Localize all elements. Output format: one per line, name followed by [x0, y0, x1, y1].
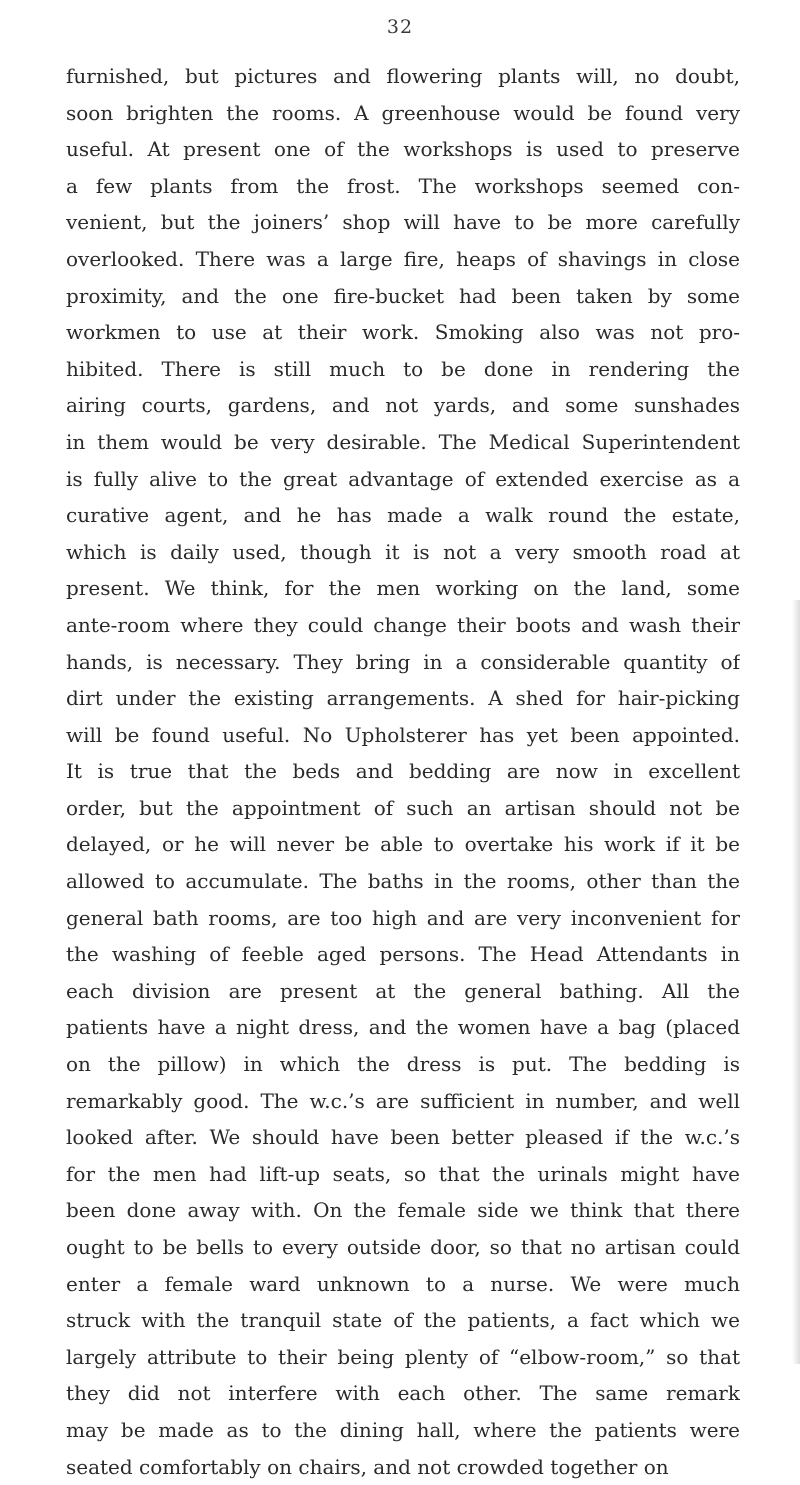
text-line: proximity, and the one fire-bucket had been taken by some [66, 283, 740, 308]
text-line: each division are present at the general bathing. All the [66, 978, 740, 1003]
text-line: patients have a night dress, and the women have a bag (placed [66, 1015, 740, 1040]
text-line: delayed, or he will never be able to overtake his work if it be [66, 832, 740, 857]
text-line: struck with the tranquil state of the patients, a fact which we [66, 1308, 740, 1333]
text-line: furnished, but pictures and flowering plants will, no doubt, [66, 64, 740, 88]
body-text [66, 58, 740, 1485]
text-line: on the pillow) in which the dress is put. The bedding is [66, 1052, 740, 1077]
text-line: may be made as to the dining hall, where the patients were [66, 1417, 740, 1442]
text-line: will be found useful. No Upholsterer has yet been appointed. [66, 722, 740, 747]
text-line: enter a female ward unknown to a nurse. We were much [66, 1271, 740, 1296]
text-line: dirt under the existing arrangements. A shed for hair-picking [66, 686, 740, 711]
text-line: in them would be very desirable. The Medical Superintendent [66, 429, 740, 454]
text-line: hibited. There is still much to be done in rendering the [66, 356, 740, 381]
page-edge-shadow [792, 600, 800, 1364]
text-line: looked after. We should have been better pleased if the w.c.’s [66, 1125, 740, 1150]
text-line: hands, is necessary. They bring in a considerable quantity of [66, 649, 740, 674]
text-line: general bath rooms, are too high and are very inconvenient for [66, 905, 740, 930]
text-line: been done away with. On the female side we think that there [66, 1198, 740, 1223]
text-line: they did not interfere with each other. The same remark [66, 1381, 740, 1406]
text-line: seated comfortably on chairs, and not crowded together on [66, 1454, 669, 1479]
text-line: the washing of feeble aged persons. The Head Attendants in [66, 942, 740, 967]
text-line: venient, but the joiners’ shop will have to be more carefully [66, 210, 740, 235]
text-line: largely attribute to their being plenty of “elbow-room,” so that [66, 1344, 740, 1369]
text-line: order, but the appointment of such an artisan should not be [66, 795, 740, 820]
text-line: curative agent, and he has made a walk round the estate, [66, 503, 740, 528]
text-line: soon brighten the rooms. A greenhouse would be found very [66, 100, 740, 125]
text-line: present. We think, for the men working on the land, some [66, 576, 740, 601]
text-line: for the men had lift-up seats, so that the urinals might have [66, 1161, 740, 1186]
text-line: allowed to accumulate. The baths in the rooms, other than the [66, 869, 740, 894]
text-line: a few plants from the frost. The workshops seemed con- [66, 173, 740, 198]
text-line: remarkably good. The w.c.’s are sufficient in number, and well [66, 1088, 740, 1113]
text-line: workmen to use at their work. Smoking also was not pro- [66, 320, 740, 345]
text-line: overlooked. There was a large fire, heaps of shavings in close [66, 246, 740, 271]
page-number: 32 [386, 16, 414, 38]
text-line: ought to be bells to every outside door, so that no artisan could [66, 1235, 740, 1259]
text-line: airing courts, gardens, and not yards, and some sunshades [66, 393, 740, 418]
text-line: useful. At present one of the workshops is used to preserve [66, 137, 740, 162]
text-line: It is true that the beds and bedding are now in excellent [66, 759, 740, 784]
text-line: is fully alive to the great advantage of extended exercise as a [66, 466, 740, 491]
text-line: ante-room where they could change their boots and wash their [66, 612, 740, 637]
text-line: which is daily used, though it is not a very smooth road at [66, 539, 740, 564]
